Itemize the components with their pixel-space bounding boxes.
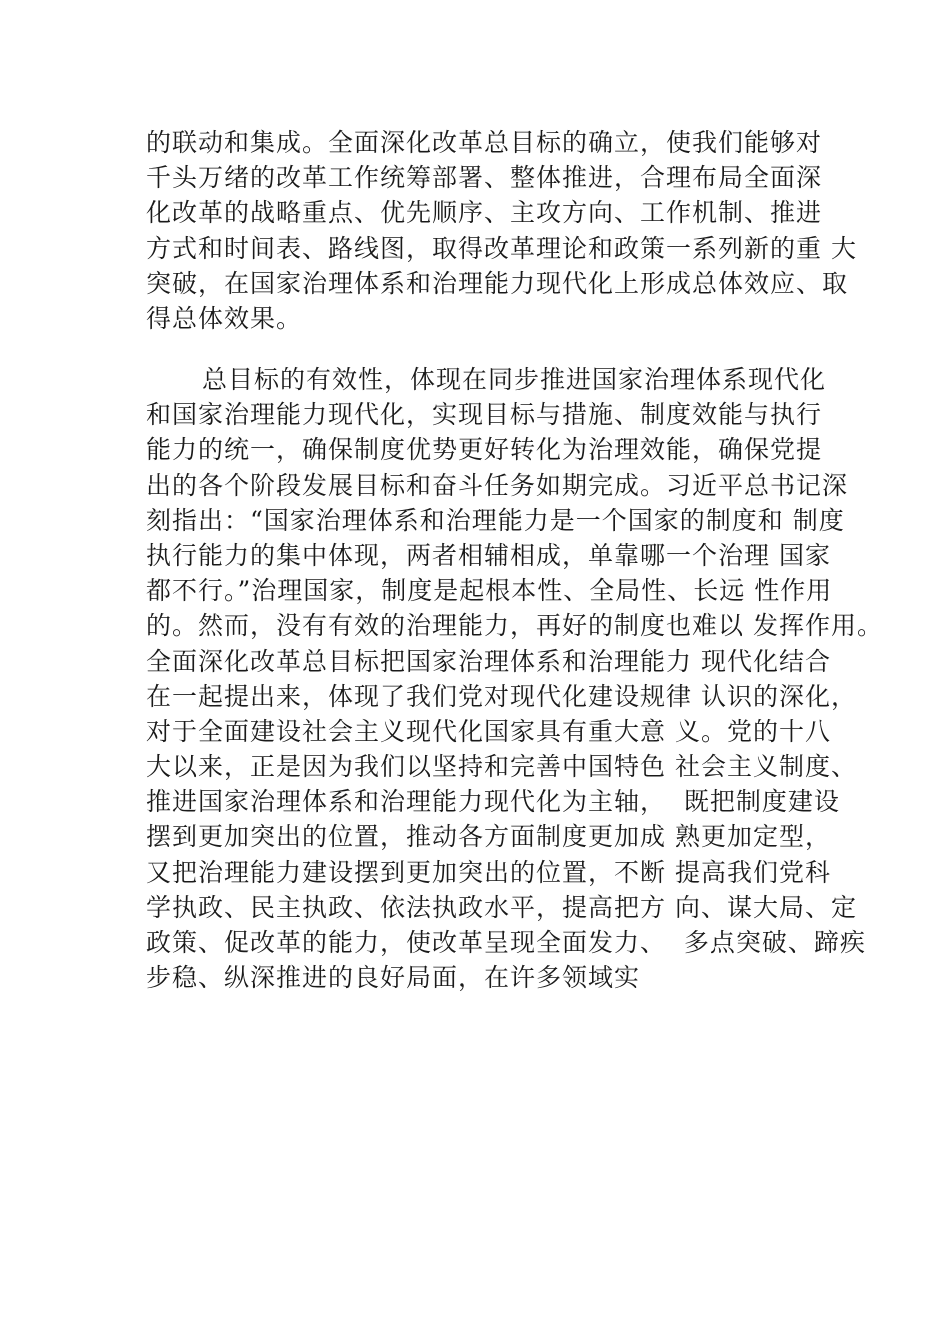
- paragraph-2-line: 都不行。”治理国家，制度是起根本性、全局性、长远 性作用: [146, 576, 833, 606]
- paragraph-2: [146, 362, 883, 995]
- paragraph-2-first-line: 总目标的有效性，体现在同步推进国家治理体系现代化: [202, 365, 827, 394]
- paragraph-2-line: 执行能力的集中体现，两者相辅相成，单靠哪一个治理 国家: [146, 540, 831, 570]
- paragraph-2-line: 能力的统一，确保制度优势更好转化为治理效能，确保党提: [146, 435, 823, 465]
- paragraph-2-line: 学执政、民主执政、依法执政水平，提高把方 向、谋大局、定: [146, 892, 857, 922]
- paragraph-2-line: 全面深化改革总目标把国家治理体系和治理能力 现代化结合: [146, 646, 831, 676]
- paragraph-1-line: 的联动和集成。全面深化改革总目标的确立，使我们能够对: [146, 128, 823, 157]
- paragraph-2-line: 的。然而，没有有效的治理能力，再好的制度也难以 发挥作用。: [146, 611, 883, 641]
- paragraph-2-line: 对于全面建设社会主义现代化国家具有重大意 义。党的十八: [146, 716, 831, 746]
- paragraph-1-line: 得总体效果。: [146, 303, 303, 333]
- paragraph-1-line: 突破，在国家治理体系和治理能力现代化上形成总体效应、取: [146, 268, 849, 298]
- paragraph-2-line: 在一起提出来，体现了我们党对现代化建设规律 认识的深化，: [146, 681, 857, 711]
- paragraph-1-line: 千头万绪的改革工作统筹部署、整体推进，合理布局全面深: [146, 163, 823, 193]
- paragraph-2-line: 和国家治理能力现代化，实现目标与措施、制度效能与执行: [146, 400, 823, 430]
- paragraph-2-line: 步稳、纵深推进的良好局面，在许多领域实: [146, 963, 641, 993]
- paragraph-2-line: 大以来，正是因为我们以坚持和完善中国特色 社会主义制度、: [146, 752, 857, 782]
- paragraph-1-line: 化改革的战略重点、优先顺序、主攻方向、工作机制、推进: [146, 198, 823, 228]
- paragraph-1-line: 方式和时间表、路线图，取得改革理论和政策一系列新的重 大: [146, 233, 857, 263]
- paragraph-2-line: 刻指出：“国家治理体系和治理能力是一个国家的制度和 制度: [146, 505, 845, 535]
- paragraph-2-line: 出的各个阶段发展目标和奋斗任务如期完成。习近平总书记深: [146, 470, 849, 500]
- paragraph-2-line: 政策、促改革的能力，使改革呈现全面发力、 多点突破、蹄疾: [146, 928, 866, 957]
- paragraph-2-line: 推进国家治理体系和治理能力现代化为主轴， 既把制度建设: [146, 787, 840, 817]
- paragraph-1: [146, 125, 857, 336]
- paragraph-2-line: 摆到更加突出的位置，推动各方面制度更加成 熟更加定型，: [146, 822, 831, 852]
- paragraph-2-line: 又把治理能力建设摆到更加突出的位置，不断 提高我们党科: [146, 857, 831, 887]
